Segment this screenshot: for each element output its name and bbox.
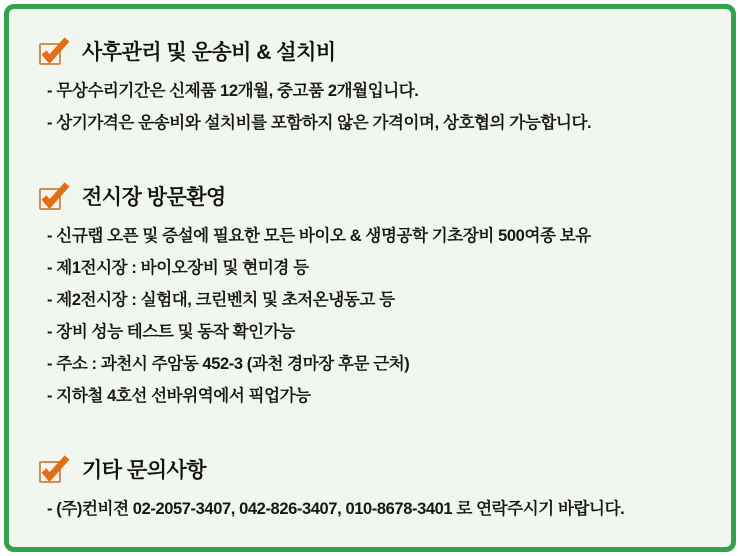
list-item: - 상기가격은 운송비와 설치비를 포함하지 않은 가격이며, 상호협의 가능합니다. (47, 114, 592, 132)
list-item: - 신규랩 오픈 및 증설에 필요한 모든 바이오 & 생명공학 기초장비 500여종 보유 (47, 227, 591, 245)
list-item: - 지하철 4호선 선바위역에서 픽업가능 (47, 387, 311, 405)
section-showroom (39, 182, 707, 412)
checked-checkbox-icon (39, 182, 69, 210)
section-items (39, 75, 707, 139)
section-aftercare-shipping (39, 37, 707, 139)
list-item: - (주)컨비젼 02-2057-3407, 042-826-3407, 010-8678-3401 로 연락주시기 바랍니다. (47, 500, 625, 518)
section-items (39, 493, 707, 525)
list-item: - 무상수리기간은 신제품 12개월, 중고품 2개월입니다. (47, 82, 419, 100)
checked-checkbox-icon (39, 37, 69, 65)
section-header (39, 455, 707, 483)
list-item: - 제2전시장 : 실험대, 크린벤치 및 초저온냉동고 등 (47, 291, 395, 309)
list-item: - 장비 성능 테스트 및 동작 확인가능 (47, 323, 295, 341)
section-header (39, 37, 707, 65)
section-title: 기타 문의사항 (82, 459, 207, 482)
section-items (39, 220, 707, 412)
list-item: - 제1전시장 : 바이오장비 및 현미경 등 (47, 259, 309, 277)
section-title: 사후관리 및 운송비 & 설치비 (82, 41, 336, 64)
section-header (39, 182, 707, 210)
info-panel (4, 4, 736, 552)
checked-checkbox-icon (39, 455, 69, 483)
section-contact (39, 455, 707, 525)
list-item: - 주소 : 과천시 주암동 452-3 (과천 경마장 후문 근처) (47, 355, 410, 373)
section-title: 전시장 방문환영 (82, 186, 226, 209)
